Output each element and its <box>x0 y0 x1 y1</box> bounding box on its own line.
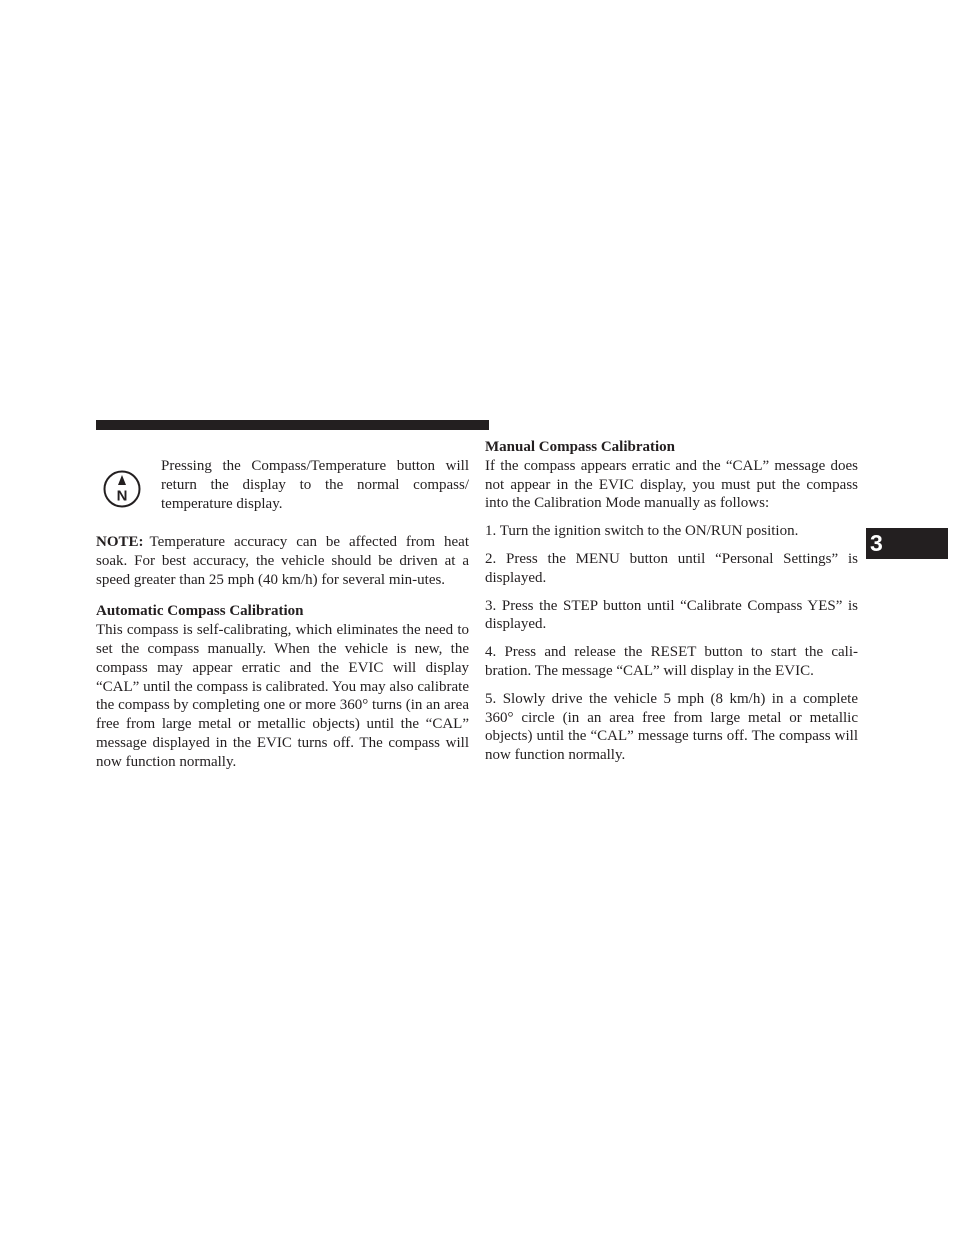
auto-calibration-heading: Automatic Compass Calibration <box>96 603 304 620</box>
compass-button-info <box>96 457 469 517</box>
compass-letter: N <box>116 487 128 505</box>
manual-calibration-intro: If the compass appears erratic and the “CAL” message does not appear in the EVIC display, you must put the compass into the Calibration Mode manually as follows: <box>485 457 858 512</box>
step-item: 3. Press the STEP button until “Calibrate Compass YES” is displayed. <box>485 597 858 633</box>
note-paragraph <box>96 533 469 589</box>
note-label: NOTE: <box>96 534 144 550</box>
step-item: 5. Slowly drive the vehicle 5 mph (8 km/h) in a complete 360° circle (in an area free from large metal or metallic objects) until the “CAL” message turns off. The compass will now function normally. <box>485 690 858 764</box>
compass-north-icon <box>103 470 141 508</box>
step-item: 1. Turn the ignition switch to the ON/RUN position. <box>485 523 799 540</box>
section-tab: 3 <box>866 528 948 559</box>
step-item: 4. Press and release the RESET button to start the cali-bration. The message “CAL” will display in the EVIC. <box>485 644 858 679</box>
note-text: Temperature accuracy can be affected from heat soak. For best accuracy, the vehicle should be driven at a speed greater than 25 mph (40 km/h) for several min-utes. <box>96 534 469 588</box>
step-item: 2. Press the MENU button until “Personal Settings” is displayed. <box>485 550 858 586</box>
left-column <box>96 457 469 772</box>
section-top-rule <box>96 420 489 430</box>
auto-calibration-text: This compass is self-calibrating, which eliminates the need to set the compass manually. When the vehicle is new, the compass may appear erratic and the EVIC will display “CAL” until the compass is calibrated. You may also calibrate the compass by completing one or more 360° turns (in an area free from large metal or metallic objects) until the “CAL” message displayed in the EVIC turns off. The compass will now function normally. <box>96 622 469 770</box>
right-column <box>485 438 858 765</box>
compass-button-text: Pressing the Compass/Temperature button will return the display to the normal compass/ temperature display. <box>161 458 469 512</box>
manual-calibration-heading: Manual Compass Calibration <box>485 439 676 455</box>
